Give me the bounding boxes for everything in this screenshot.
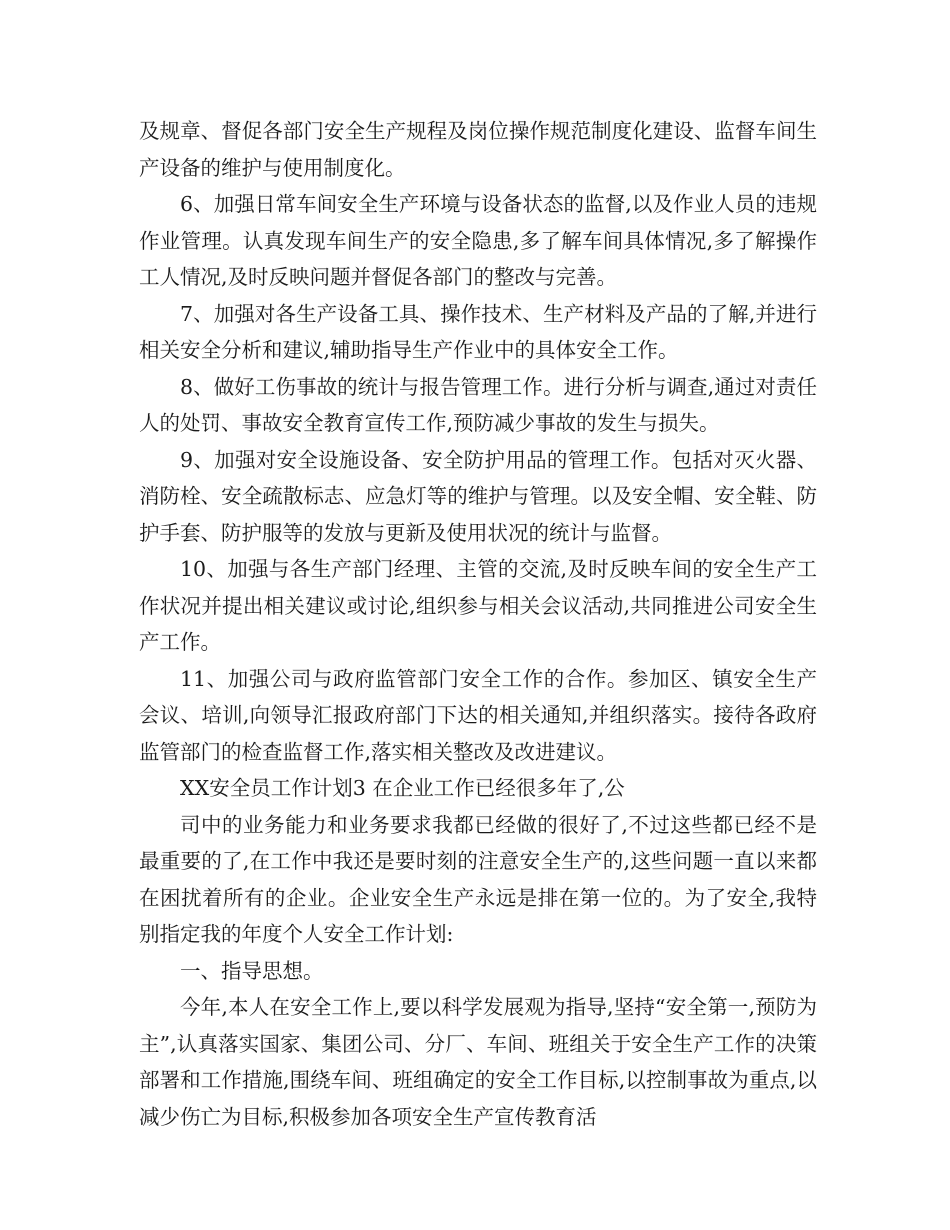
paragraph-6: 10、加强与各生产部门经理、主管的交流,及时反映车间的安全生产工作状况并提出相关建议或讨论,组织参与相关会议活动,共同推进公司安全生产工作。 xyxy=(139,557,817,654)
paragraph-5: 9、加强对安全设施设备、安全防护用品的管理工作。包括对灭火器、消防栓、安全疏散标志、应急灯等的维护与管理。以及安全帽、安全鞋、防护手套、防护服等的发放与更新及使用状况的统计与监督。 xyxy=(139,447,817,545)
paragraph-4: 8、做好工伤事故的统计与报告管理工作。进行分析与调查,通过对责任人的处罚、事故安全教育宣传工作,预防减少事故的发生与损失。 xyxy=(139,374,817,435)
section-heading-guiding-ideology: 一、指导思想。 xyxy=(180,958,324,983)
section-heading-plan-3: XX安全员工作计划3 在企业工作已经很多年了,公 xyxy=(180,776,625,800)
paragraph-2: 6、加强日常车间安全生产环境与设备状态的监督,以及作业人员的违规作业管理。认真发现车间生产的安全隐患,多了解车间具体情况,多了解操作工人情况,及时反映问题并督促各部门的整改与完善。 xyxy=(139,192,817,289)
document-body xyxy=(139,113,817,1135)
paragraph-7: 11、加强公司与政府监管部门安全工作的合作。参加区、镇安全生产会议、培训,向领导汇报政府部门下达的相关通知,并组织落实。接待各政府监管部门的检查监督工作,落实相关整改及改进建议。 xyxy=(139,666,817,764)
paragraph-9: 今年,本人在安全工作上,要以科学发展观为指导,坚持“安全第一,预防为主”,认真落实国家、集团公司、分厂、车间、班组关于安全生产工作的决策部署和工作措施,围绕车间、班组确定的安全工作目标,以控制事故为重点,以减少伤亡为目标,积极参加各项安全生产宣传教育活 xyxy=(139,995,817,1129)
paragraph-1: 及规章、督促各部门安全生产规程及岗位操作规范制度化建设、监督车间生产设备的维护与使用制度化。 xyxy=(139,119,817,180)
paragraph-8: 司中的业务能力和业务要求我都已经做的很好了,不过这些都已经不是最重要的了,在工作中我还是要时刻的注意安全生产的,这些问题一直以来都在困扰着所有的企业。企业安全生产永远是排在第一位的。为了安全,我特别指定我的年度个人安全工作计划: xyxy=(139,812,817,946)
paragraph-3: 7、加强对各生产设备工具、操作技术、生产材料及产品的了解,并进行相关安全分析和建议,辅助指导生产作业中的具体安全工作。 xyxy=(139,301,817,362)
